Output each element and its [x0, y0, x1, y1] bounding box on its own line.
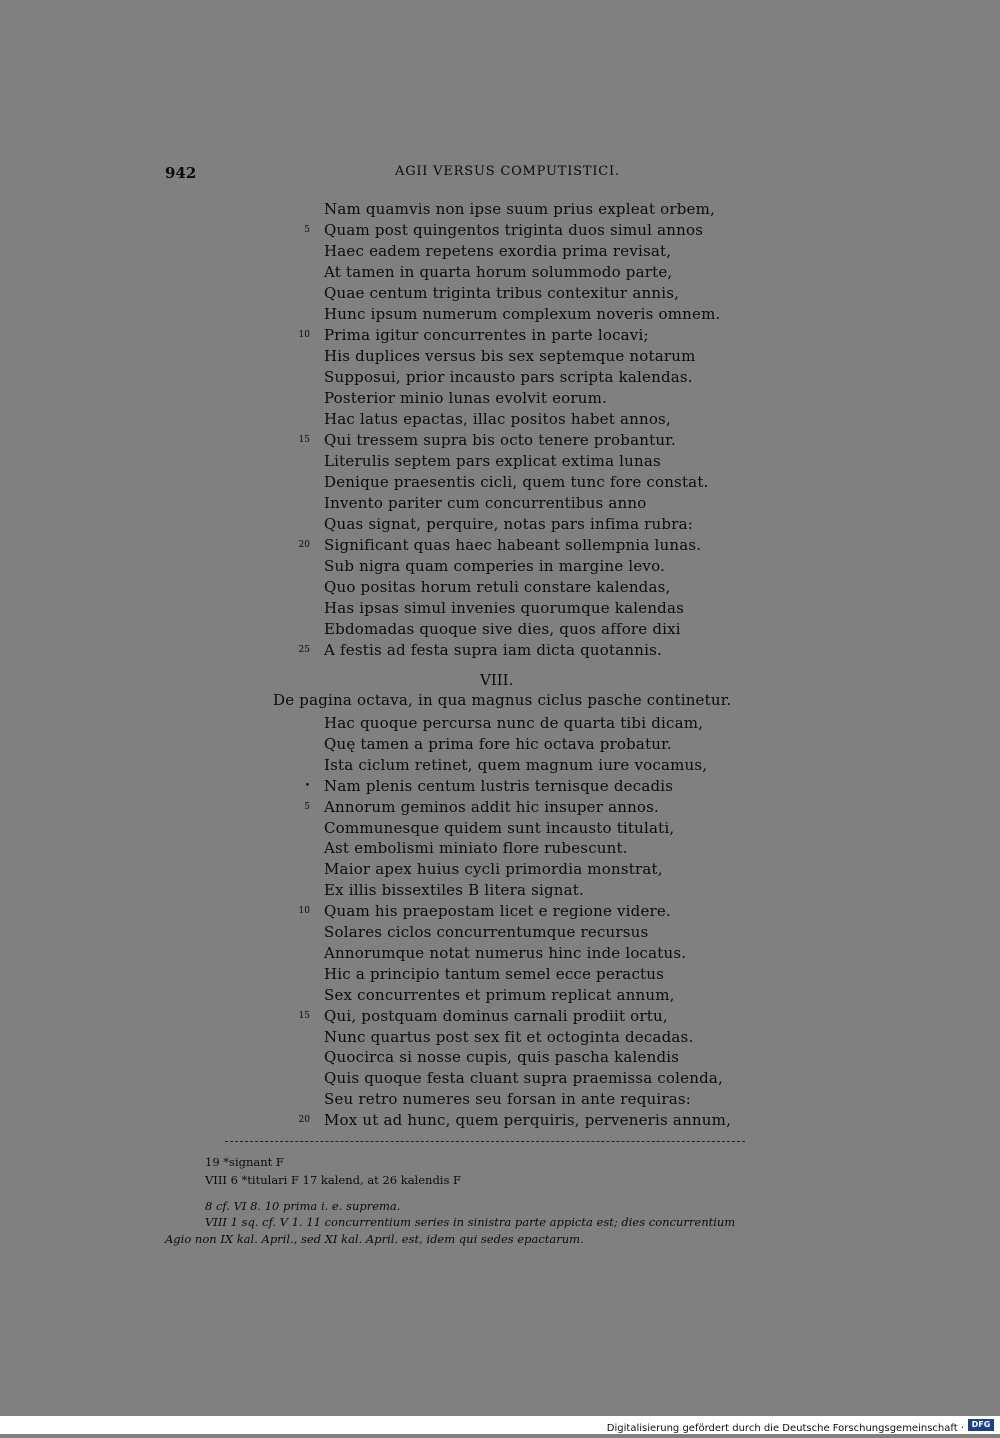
verse-line: Supposui, prior incausto pars scripta kalendas. — [324, 368, 693, 386]
verse-line: Seu retro numeres seu forsan in ante requiras: — [324, 1090, 692, 1109]
footnote-rule — [225, 1141, 745, 1142]
verse-line: Hic a principio tantum semel ecce peractus — [324, 964, 665, 983]
note-line: Agio non IX kal. April., sed XI kal. April. est, idem qui sedes epactarum. — [165, 1232, 584, 1246]
verse-line: Mox ut ad hunc, quem perquiris, perveneris annum, — [324, 1111, 732, 1130]
verse-line: Nam quamvis non ipse suum prius expleat orbem, — [324, 200, 716, 218]
note-line: VIII 1 sq. cf. V 1. 11 concurrentium series in sinistra parte appicta est; dies concurrentium — [205, 1215, 736, 1229]
note-line: 19 *signant F — [205, 1155, 284, 1169]
line-number: 20 — [298, 540, 310, 550]
verse-line: Sex concurrentes et primum replicat annum, — [324, 985, 675, 1004]
verse-line: Annorumque notat numerus hinc inde locatus. — [324, 943, 687, 962]
funding-text: Digitalisierung gefördert durch die Deutsche Forschungsgemeinschaft · — [606, 1423, 964, 1434]
line-number: 25 — [298, 645, 310, 655]
funding-banner — [0, 1416, 1000, 1434]
verse-line: A festis ad festa supra iam dicta quotannis. — [324, 641, 662, 659]
line-number: 15 — [298, 435, 310, 445]
verse-line: Quae centum triginta tribus contexitur annis, — [324, 284, 680, 302]
verse-line: Nunc quartus post sex fit et octoginta decadas. — [324, 1027, 694, 1046]
verse-line: Communesque quidem sunt incausto titulati, — [324, 818, 675, 837]
verse-line: Sub nigra quam comperies in margine levo. — [324, 557, 666, 575]
verse-line: Ebdomadas quoque sive dies, quos affore dixi — [324, 620, 681, 638]
verse-line: Has ipsas simul invenies quorumque kalendas — [324, 599, 685, 617]
verse-line: Haec eadem repetens exordia prima revisat, — [324, 242, 672, 260]
verse-line: Solares ciclos concurrentumque recursus — [324, 923, 649, 941]
line-number: 10 — [298, 906, 310, 917]
verse-line: Posterior minio lunas evolvit eorum. — [324, 389, 608, 407]
line-number: • — [304, 780, 310, 791]
verse-line: Ast embolismi miniato flore rubescunt. — [324, 839, 628, 858]
verse-line: Quis quoque festa cluant supra praemissa colenda, — [324, 1069, 723, 1088]
verse-line: Quo positas horum retuli constare kalendas, — [324, 578, 671, 596]
line-number: 15 — [298, 1010, 310, 1021]
running-title: AGII VERSUS COMPUTISTICI. — [395, 164, 620, 179]
verse-line: Quam his praepostam licet e regione videre. — [324, 902, 671, 921]
dfg-logo: DFG — [968, 1419, 994, 1431]
verse-line: Annorum geminos addit hic insuper annos. — [324, 797, 660, 816]
line-number: 20 — [298, 1115, 310, 1126]
verse-line: Hac latus epactas, illac positos habet annos, — [324, 410, 671, 428]
note-line: 8 cf. VI 8. 10 prima i. e. suprema. — [205, 1199, 401, 1213]
verse-line: Hac quoque percursa nunc de quarta tibi dicam, — [324, 714, 704, 732]
verse-line: Invento pariter cum concurrentibus anno — [324, 494, 647, 512]
verse-line: Prima igitur concurrentes in parte locavi; — [324, 326, 649, 344]
verse-line: His duplices versus bis sex septemque notarum — [324, 347, 696, 365]
verse-line: Ex illis bissextiles B litera signat. — [324, 881, 584, 900]
verse-line: At tamen in quarta horum solummodo parte, — [324, 263, 673, 281]
verse-line: Denique praesentis cicli, quem tunc fore constat. — [324, 473, 709, 491]
line-number: 5 — [304, 801, 310, 812]
verse-line: Quę tamen a prima fore hic octava probatur. — [324, 734, 672, 753]
verse-line: Quocirca si nosse cupis, quis pascha kalendis — [324, 1048, 680, 1067]
page-header — [165, 164, 620, 188]
line-number: 10 — [298, 330, 310, 340]
section-number: VIII. — [480, 671, 514, 689]
line-number: 5 — [304, 225, 310, 235]
verse-line: Maior apex huius cycli primordia monstrat, — [324, 860, 663, 879]
page-number: 942 — [165, 164, 197, 182]
verse-line: Nam plenis centum lustris ternisque decadis — [324, 776, 674, 795]
verse-line: Qui tressem supra bis octo tenere probantur. — [324, 431, 676, 449]
section-title: De pagina octava, in qua magnus ciclus pasche continetur. — [273, 691, 732, 709]
verse-line: Ista ciclum retinet, quem magnum iure vocamus, — [324, 755, 708, 774]
note-line: VIII 6 *titulari F 17 kalend, at 26 kalendis F — [205, 1173, 462, 1187]
verse-line: Hunc ipsum numerum complexum noveris omnem. — [324, 305, 721, 323]
verse-line: Significant quas haec habeant sollempnia lunas. — [324, 536, 702, 554]
verse-line: Quas signat, perquire, notas pars infima rubra: — [324, 515, 693, 533]
verse-line: Quam post quingentos triginta duos simul annos — [324, 221, 704, 239]
verse-line: Literulis septem pars explicat extima lunas — [324, 452, 661, 470]
verse-line: Qui, postquam dominus carnali prodiit ortu, — [324, 1006, 668, 1025]
